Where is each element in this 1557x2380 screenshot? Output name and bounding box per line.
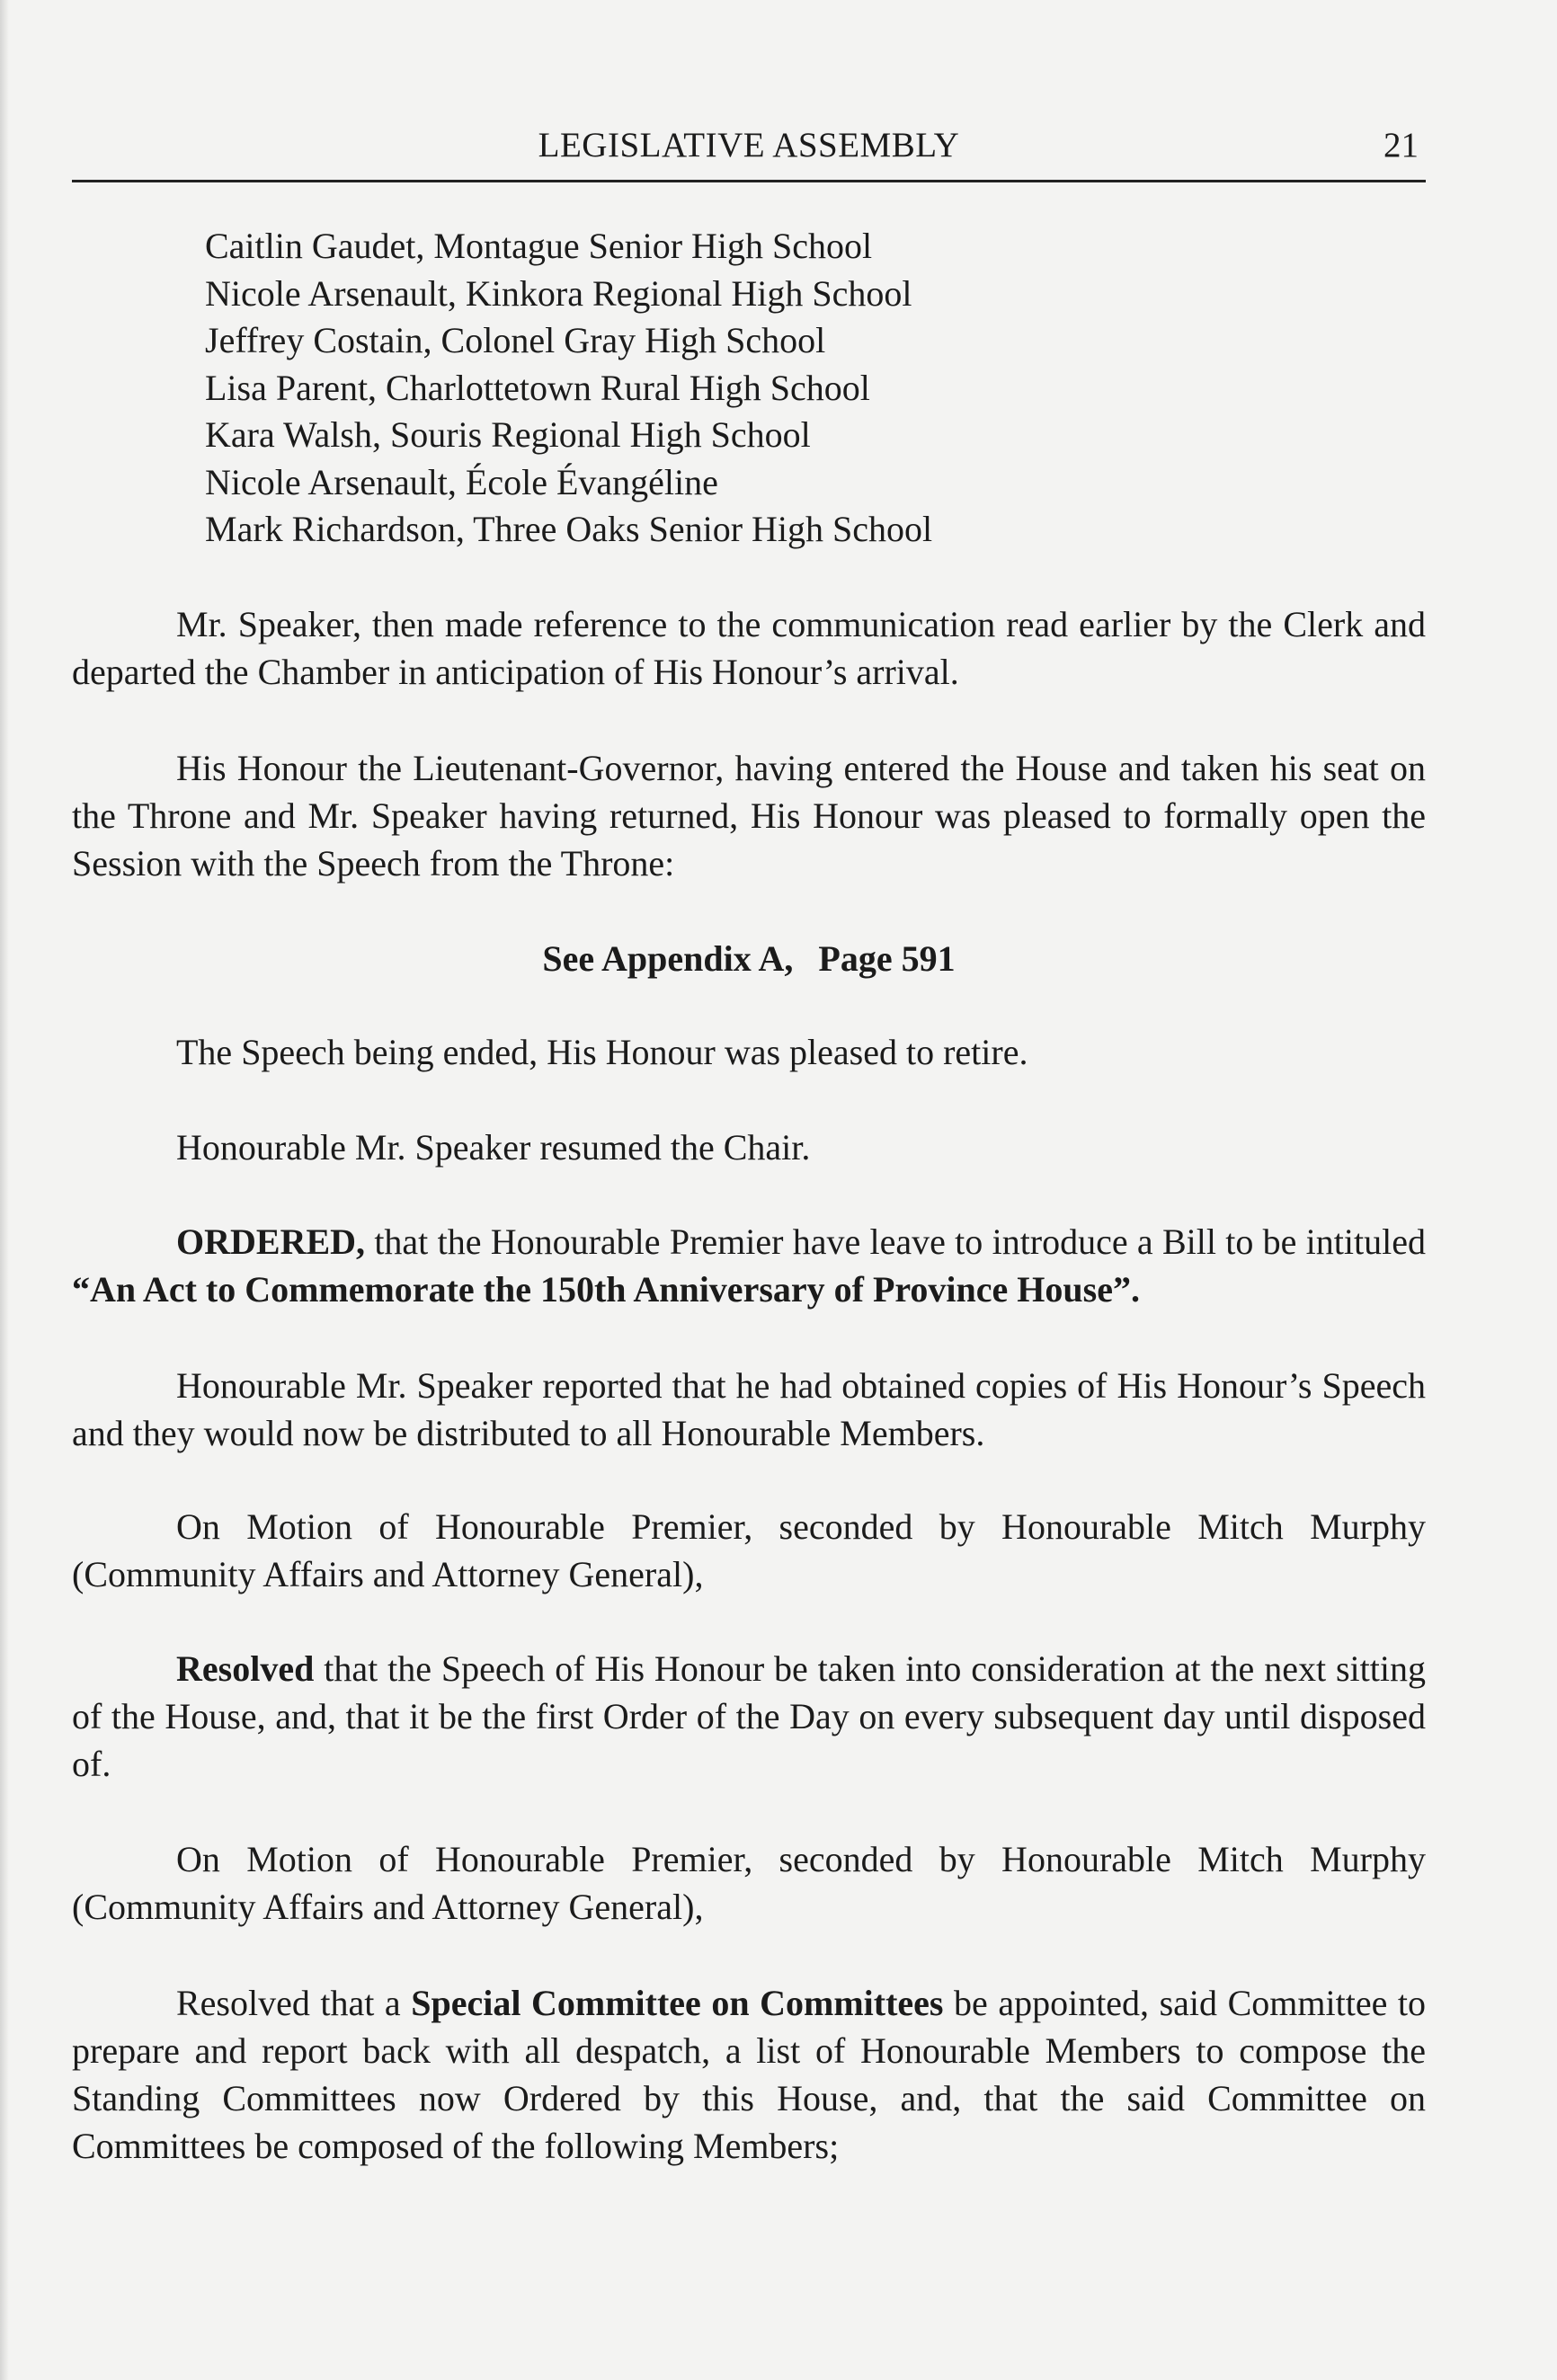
resolved-committee-start: Resolved that a <box>176 1983 412 2023</box>
paragraph-motion-1: On Motion of Honourable Premier, seconded by Honourable Mitch Murphy (Community Affairs and Attorney General), <box>72 1506 1426 1594</box>
page-edge-shadow <box>0 0 9 2380</box>
paragraph-speech-ended: The Speech being ended, His Honour was pleased to retire. <box>176 1032 1028 1072</box>
paragraph-speaker-resumed: Honourable Mr. Speaker resumed the Chair. <box>176 1127 811 1168</box>
header-title: LEGISLATIVE ASSEMBLY <box>538 126 960 164</box>
student-list <box>205 223 932 554</box>
resolved-text: that the Speech of His Honour be taken into consideration at the next sitting of the House, and, that it be the first Order of the Day on every subsequent day until disposed of. <box>72 1648 1426 1784</box>
ordered-label: ORDERED, <box>176 1221 366 1262</box>
list-item: Nicole Arsenault, Kinkora Regional High School <box>205 272 912 314</box>
paragraph-motion-2: On Motion of Honourable Premier, seconded by Honourable Mitch Murphy (Community Affairs and Attorney General), <box>72 1839 1426 1927</box>
resolved-committee-end: be appointed, said Committee to prepare and report back with all despatch, a list of Honourable Members to compose the Standing Committees now Ordered by this House, and, that the said Committee on Committees be composed of the following Members; <box>72 1983 1426 2166</box>
bill-title: “An Act to Commemorate the 150th Anniversary of Province House”. <box>72 1269 1140 1310</box>
list-item: Nicole Arsenault, École Évangéline <box>205 461 718 502</box>
list-item: Caitlin Gaudet, Montague Senior High School <box>205 226 873 266</box>
resolved-label: Resolved <box>176 1648 315 1689</box>
running-header <box>72 124 1426 182</box>
appendix-reference <box>72 935 1426 982</box>
paragraph-speaker-departed: Mr. Speaker, then made reference to the communication read earlier by the Clerk and departed the Chamber in anticipation of His Honour’s arrival. <box>72 604 1426 692</box>
page-number: 21 <box>1384 126 1419 164</box>
paragraph-resolved-committee <box>72 1979 1426 2170</box>
appendix-label: See Appendix A, <box>542 938 794 979</box>
appendix-page: Page 591 <box>818 938 956 979</box>
list-item: Mark Richardson, Three Oaks Senior High School <box>205 509 933 549</box>
committee-name: Special Committee on Committees <box>411 1983 944 2023</box>
list-item: Jeffrey Costain, Colonel Gray High School <box>205 320 826 360</box>
ordered-text: that the Honourable Premier have leave to introduce a Bill to be intituled <box>365 1221 1426 1262</box>
paragraph-ordered <box>72 1218 1426 1313</box>
list-item: Kara Walsh, Souris Regional High School <box>205 414 811 455</box>
list-item: Lisa Parent, Charlottetown Rural High School <box>205 367 870 408</box>
paragraph-resolved-speech <box>72 1645 1426 1788</box>
paragraph-lieutenant-governor: His Honour the Lieutenant-Governor, having entered the House and taken his seat on the Throne and Mr. Speaker having returned, His Honour was pleased to formally open the Session with the Speech from the Throne: <box>72 748 1426 884</box>
paragraph-copies-obtained: Honourable Mr. Speaker reported that he had obtained copies of His Honour’s Speech and they would now be distributed to all Honourable Members. <box>72 1365 1426 1453</box>
